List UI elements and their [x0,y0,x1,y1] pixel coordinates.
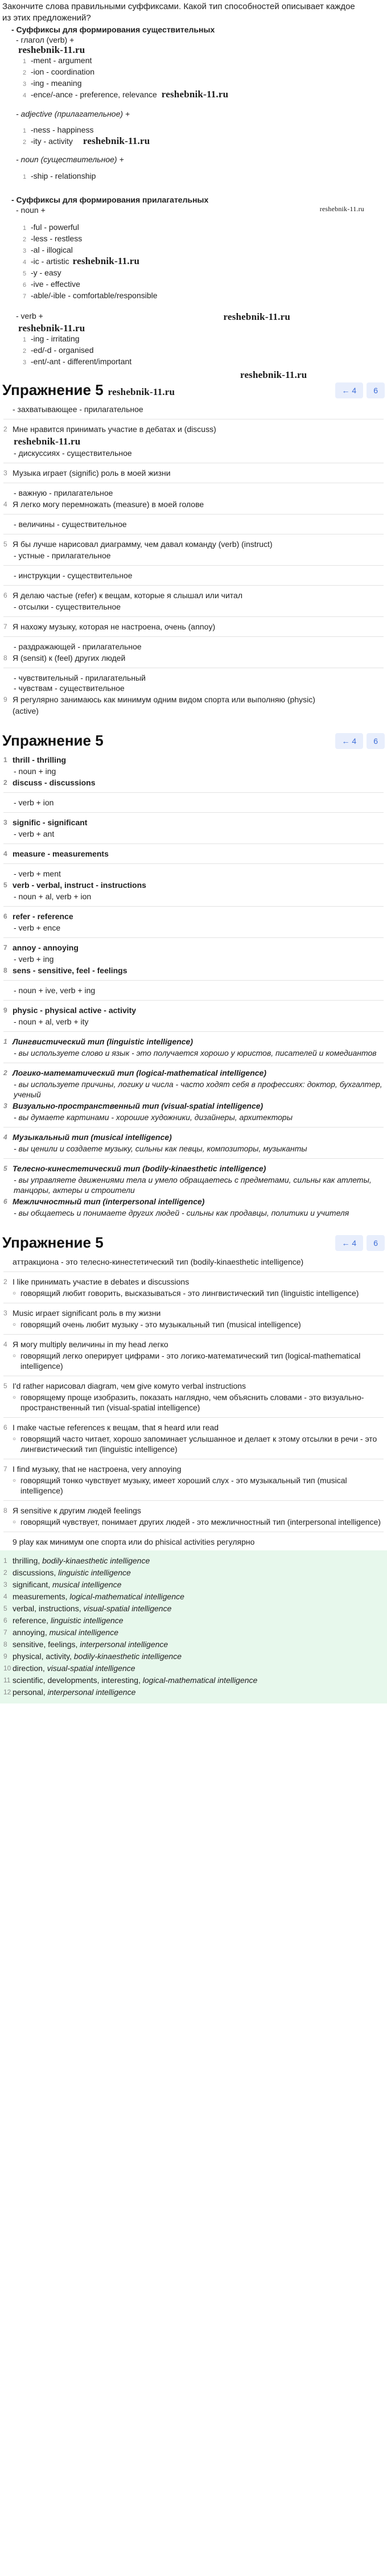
next-exercise-button[interactable]: 6 [367,1235,385,1251]
analysis-line: ○ говорящему проще изобразить, показать наглядно, чем объяснить словами - это визуально-пространственный тип (visual-spatial intelligence) [3,1392,384,1413]
answer-line: annoying, musical intelligence [13,1628,119,1637]
question-line: Мне нравится принимать участие в дебатах и (discuss) [13,425,216,434]
analysis-line: аттракциона - это телесно-кинестетический тип (bodily-kinaesthetic intelligence) [13,1257,304,1267]
sentence-line: Music играет significant роль в my жизни [13,1308,161,1318]
watermark: reshebnik-11.ru [72,255,140,266]
answer-line: - важную - прилагательное [14,488,113,498]
rule-line: - verb + ing [14,954,54,964]
intro-line-2: из этих предложений? [2,13,91,23]
analysis-line: ○ говорящий очень любит музыку - это музыкальный тип (musical intelligence) [3,1319,384,1330]
exercise-header [0,380,387,401]
question-line: Я делаю частые (refer) к вещам, которые я слышал или читал [13,591,242,600]
suffix-line: 3 -ent/-ant - different/important [23,357,132,367]
answer-line: - раздражающей - прилагательное [14,642,142,652]
word-pair: annoy - annoying [13,943,79,953]
word-pair: sens - sensitive, feel - feelings [13,966,127,976]
answer-line: measurements, logical-mathematical intelligence [13,1592,184,1602]
question-line: Я (sensit) к (feel) других людей [13,653,126,663]
type-description: - вы используете слово и язык - это получается хорошо у юристов, писателей и комедиантов [14,1048,377,1058]
answer-line: - дискуссиях - существительное [14,448,132,458]
sentence-line: I find музыку, that не настроена, very annoying [13,1464,182,1474]
type-description: - вы общаетесь и понимаете других людей - сильны как продавцы, политики и учителя [14,1208,349,1218]
watermark: reshebnik-11.ru [18,323,85,334]
suffix-line: 1 -ment - argument [23,56,92,65]
analysis-line: ○ говорящий легко оперирует цифрами - это логико-математический тип (logical-mathematical intelligence) [3,1351,384,1371]
suffix-line: 1 -ship - relationship [23,171,96,180]
prev-exercise-button[interactable]: ← 4 [335,733,364,749]
intelligence-type: Межличностный тип (interpersonal intelligence) [13,1197,205,1207]
answer-line: thrilling, bodily-kinaesthetic intelligence [13,1556,150,1566]
watermark: reshebnik-11.ru [83,135,150,147]
sentence-line: I like принимать участие в debates и discussions [13,1277,190,1287]
rule-line: - verb + ment [14,869,61,879]
sentence-line: I'd rather нарисовал diagram, чем give комуто verbal instructions [13,1381,246,1391]
suffix-line: 4 -ic - artistic reshebnik-11.ru [23,255,140,266]
line-verb-plus: - глагол (verb) + [16,35,75,45]
exercise-section-2: 1 thrill - thrilling - noun + ing 2 discuss - discussions - verb + ion 3 signific - significant - verb + ant 4 measure - measurements - verb + ment 5 verb - verbal, instruct - instructions - noun + al, verb + ion 6 refer - reference - verb + ence 7 annoy - annoying - verb + ing 8 sens - sensitive, feel - feelings - noun + ive, verb + ing 9 physic - physical active - activity - noun + al, verb + ity 1 Лингвистический тип (linguistic intelligence) - вы используете слово и язык - это получается хорошо у юристов, писателей и комедиантов 2 Логико-математический тип (logical-mathematical intelligence) - вы используете причины, логику и числа - часто ходят себя в профессиях: доктор, бухгалтер, ученый 3 Визуально-пространственный тип (visual-spatial intelligence) - вы думаете картинами - хорошие художники, дизайнеры, архитекторы 4 Музыкальный тип (musical intelligence) - вы ценили и создаете музыку, сильны как певцы, композиторы, музыканты 5 Телесно-кинестетический тип (bodily-kinaesthetic intelligence) - вы управляете движениями тела и умело обращаетесь с предметами, сильны как атлеты, танцоры, актеры и строители 6 Межличностный тип (interpersonal intelligence) - вы общаетесь и понимаете других людей - сильны как продавцы, политики и учителя [0,751,387,1233]
next-exercise-button[interactable]: 6 [367,733,385,749]
word-pair: refer - reference [13,912,73,921]
answer-line: - устные - прилагательное [14,551,111,561]
suffix-line: 3 -ing - meaning [23,79,82,88]
rule-line: - noun + ing [14,767,56,776]
answer-line: - чувствам - существительное [14,684,125,693]
intelligence-type: Визуально-пространственный тип (visual-spatial intelligence) [13,1101,264,1111]
answer-line: - отсылки - существительное [14,602,121,612]
suffix-line: 6 -ive - effective [23,279,80,289]
question-line: Я регулярно занимаюсь как минимум одним видом спорта или выполняю (physic) [13,695,315,705]
exercise-header [0,731,387,751]
analysis-line: ○ говорящий чувствует, понимает других людей - это межличностный тип (interpersonal intelligence) [3,1517,384,1527]
intelligence-type: Телесно-кинестетический тип (bodily-kinaesthetic intelligence) [13,1164,266,1174]
question-line: Я нахожу музыку, которая не настроена, очень (annoy) [13,622,216,632]
word-pair: measure - measurements [13,849,109,859]
word-pair: physic - physical active - activity [13,1006,137,1015]
prev-exercise-button[interactable]: ← 4 [335,382,364,398]
exercise-section-1: - захватывающее - прилагательное 2 Мне нравится принимать участие в дебатах и (discuss) reshebnik-11.ru - дискуссиях - существительное 3 Музыка играет (signific) роль в моей жизни - важную - прилагательное 4 Я легко могу перемножать (measure) в моей голове - величины - существительное 5 Я бы лучше нарисовал диаграмму, чем давал команду (verb) (instruct) - устные - прилагательное - инструкции - существительное 6 Я делаю частые (refer) к вещам, которые я слышал или читал - отсылки - существительное 7 Я нахожу музыку, которая не настроена, очень (annoy) - раздражающей - прилагательное 8 Я (sensit) к (feel) других людей - чувствительный - прилагательный - чувствам - существительное 9 Я регулярно занимаюсь как минимум одним видом спорта или выполняю (physic) (active) [0,401,387,731]
analysis-line: ○ говорящий часто читает, хорошо запоминает услышанное и делает к этому отсылки в речи - это лингвистический тип (linguistic intelligence) [3,1434,384,1454]
line-noun: - noun + [16,205,46,215]
word-pair: thrill - thrilling [13,755,67,765]
watermark: reshebnik-11.ru [18,44,85,56]
sentence-line: Я могу multiply величины in my head легко [13,1340,168,1349]
answer-line: scientific, developments, interesting, logical-mathematical intelligence [13,1676,258,1685]
answer-line: reference, linguistic intelligence [13,1616,123,1626]
word-pair: verb - verbal, instruct - instructions [13,880,146,890]
question-line: Я легко могу перемножать (measure) в моей голове [13,500,204,509]
answer-line: - величины - существительное [14,520,127,529]
type-description: - вы ценили и создаете музыку, сильны как певцы, композиторы, музыканты [14,1144,307,1154]
line-noun-plus: - noun (существительное) + [16,155,124,164]
suffix-line: 1 -ing - irritating [23,334,80,344]
intro-text [0,0,387,24]
intro-line-1: Закончите слова правильными суффиксами. Какой тип способностей описывает каждое [2,2,355,11]
analysis-line: ○ говорящий тонко чувствует музыку, имеет хороший слух - это музыкальный тип (musical intelligence) [3,1475,384,1496]
answer-line: - инструкции - существительное [14,571,133,581]
adjective-suffixes-block [0,195,387,380]
exercise-header [0,1233,387,1253]
watermark: reshebnik-11.ru [319,204,364,213]
suffix-line: 1 -ness - happiness [23,125,94,135]
suffix-line: 7 -able/-ible - comfortable/responsible [23,290,158,300]
noun-suffix-header: - Суффиксы для формирования существительных [11,25,215,34]
intelligence-type: Логико-математический тип (logical-mathematical intelligence) [13,1068,266,1078]
exercise-title: Упражнение 5 [2,381,104,399]
suffix-line: 2 -ion - coordination [23,67,95,77]
suffix-line: 2 -ity - activity reshebnik-11.ru [23,135,150,147]
word-pair: signific - significant [13,818,88,828]
answer-line: significant, musical intelligence [13,1580,122,1590]
suffix-line: 2 -less - restless [23,233,83,243]
sentence-line: I make частые references к вещам, that я heard или read [13,1423,219,1433]
suffix-line: 1 -ful - powerful [23,222,79,232]
rule-line: - verb + ion [14,798,54,808]
answer-line: - чувствительный - прилагательный [14,673,146,683]
rule-line: - verb + ant [14,829,55,839]
watermark: reshebnik-11.ru [108,386,175,398]
rule-line: - noun + al, verb + ity [14,1017,89,1027]
question-line: (active) [13,706,39,716]
exercise-title: Упражнение 5 [2,1234,104,1252]
rule-line: - noun + ive, verb + ing [14,986,96,995]
exercise-title: Упражнение 5 [2,732,104,750]
rule-line: - verb + ence [14,923,61,933]
adjective-suffix-header: - Суффиксы для формирования прилагательных [11,195,209,204]
suffix-line: 2 -ed/-d - organised [23,345,94,355]
watermark: reshebnik-11.ru [223,311,290,322]
answer-line: discussions, linguistic intelligence [13,1568,131,1578]
analysis-line: ○ говорящий любит говорить, высказываться - это лингвистический тип (linguistic intelligence) [3,1288,384,1298]
answer-line: physical, activity, bodily-kinaesthetic intelligence [13,1652,182,1661]
type-description: - вы используете причины, логику и числа - часто ходят себя в профессиях: доктор, бухгалтер, ученый [14,1080,382,1100]
line-verb: - verb + [16,311,43,320]
question-line: Я бы лучше нарисовал диаграмму, чем давал команду (verb) (instruct) [13,540,273,549]
type-description: - вы управляете движениями тела и умело обращаетесь с предметами, сильны как атлеты, танцоры, актеры и строители [14,1175,372,1195]
word-pair: discuss - discussions [13,778,96,788]
answer-line: verbal, instructions, visual-spatial intelligence [13,1604,172,1614]
question-line: Музыка играет (signific) роль в моей жизни [13,468,171,478]
exercise-section-3: аттракциона - это телесно-кинестетический тип (bodily-kinaesthetic intelligence) 2 I like принимать участие в debates и discussions ○ говорящий любит говорить, высказываться - это лингвистический тип (linguistic intelligence) 3 Music играет significant роль в my жизни ○ говорящий очень любит музыку - это музыкальный тип (musical intelligence) 4 Я могу multiply величины in my head легко ○ говорящий легко оперирует цифрами - это логико-математический тип (logical-mathematical intelligence) 5 I'd rather нарисовал diagram, чем give комуто verbal instructions ○ говорящему проще изобразить, показать наглядно, чем объяснить словами - это визуально-пространственный тип (visual-spatial intelligence) 6 I make частые references к вещам, that я heard или read ○ говорящий часто читает, хорошо запоминает услышанное и делает к этому отсылки в речи - это лингвистический тип (linguistic intelligence) 7 I find музыку, that не настроена, very annoying ○ говорящий тонко чувствует музыку, имеет хороший слух - это музыкальный тип (musical intelligence) 8 Я sensitive к другим людей feelings ○ говорящий чувствует, понимает других людей - это межличностный тип (interpersonal intelligence) 9 play как минимум one спорта или do phisical activities регулярно [0,1253,387,1550]
suffix-line: 4 -ence/-ance - preference, relevance reshebnik-11.ru [23,89,229,100]
watermark: reshebnik-11.ru [161,89,229,100]
next-exercise-button[interactable]: 6 [367,382,385,398]
answer-line: sensitive, feelings, interpersonal intelligence [13,1640,168,1649]
sentence-line: 9 play как минимум one спорта или do phisical activities регулярно [13,1537,255,1547]
suffix-line: 5 -y - easy [23,268,61,277]
intelligence-type: Лингвистический тип (linguistic intelligence) [13,1037,194,1047]
watermark: reshebnik-11.ru [14,436,81,447]
answers-block: 1 thrilling, bodily-kinaesthetic intelligence 2 discussions, linguistic intelligence 3 significant, musical intelligence 4 measurements, logical-mathematical intelligence 5 verbal, instructions, visual-spatial intelligence 6 reference, linguistic intelligence 7 annoying, musical intelligence 8 sensitive, feelings, interpersonal intelligence 9 physical, activity, bodily-kinaesthetic intelligence 10 direction, visual-spatial intelligence 11 scientific, developments, interesting, logical-mathematical intelligence 12 personal, interpersonal intelligence [0,1550,387,1703]
answer-line: direction, visual-spatial intelligence [13,1664,135,1673]
line-adjective-plus: - adjective (прилагательное) + [16,109,130,119]
sentence-line: Я sensitive к другим людей feelings [13,1506,141,1516]
intelligence-type: Музыкальный тип (musical intelligence) [13,1133,172,1142]
watermark: reshebnik-11.ru [240,369,307,381]
answer-line: - захватывающее - прилагательное [13,405,143,414]
type-description: - вы думаете картинами - хорошие художники, дизайнеры, архитекторы [14,1113,293,1122]
rule-line: - noun + al, verb + ion [14,892,92,902]
noun-suffixes-block [0,24,387,195]
suffix-line: 3 -al - illogical [23,245,73,254]
answer-line: personal, interpersonal intelligence [13,1688,136,1697]
prev-exercise-button[interactable]: ← 4 [335,1235,364,1251]
